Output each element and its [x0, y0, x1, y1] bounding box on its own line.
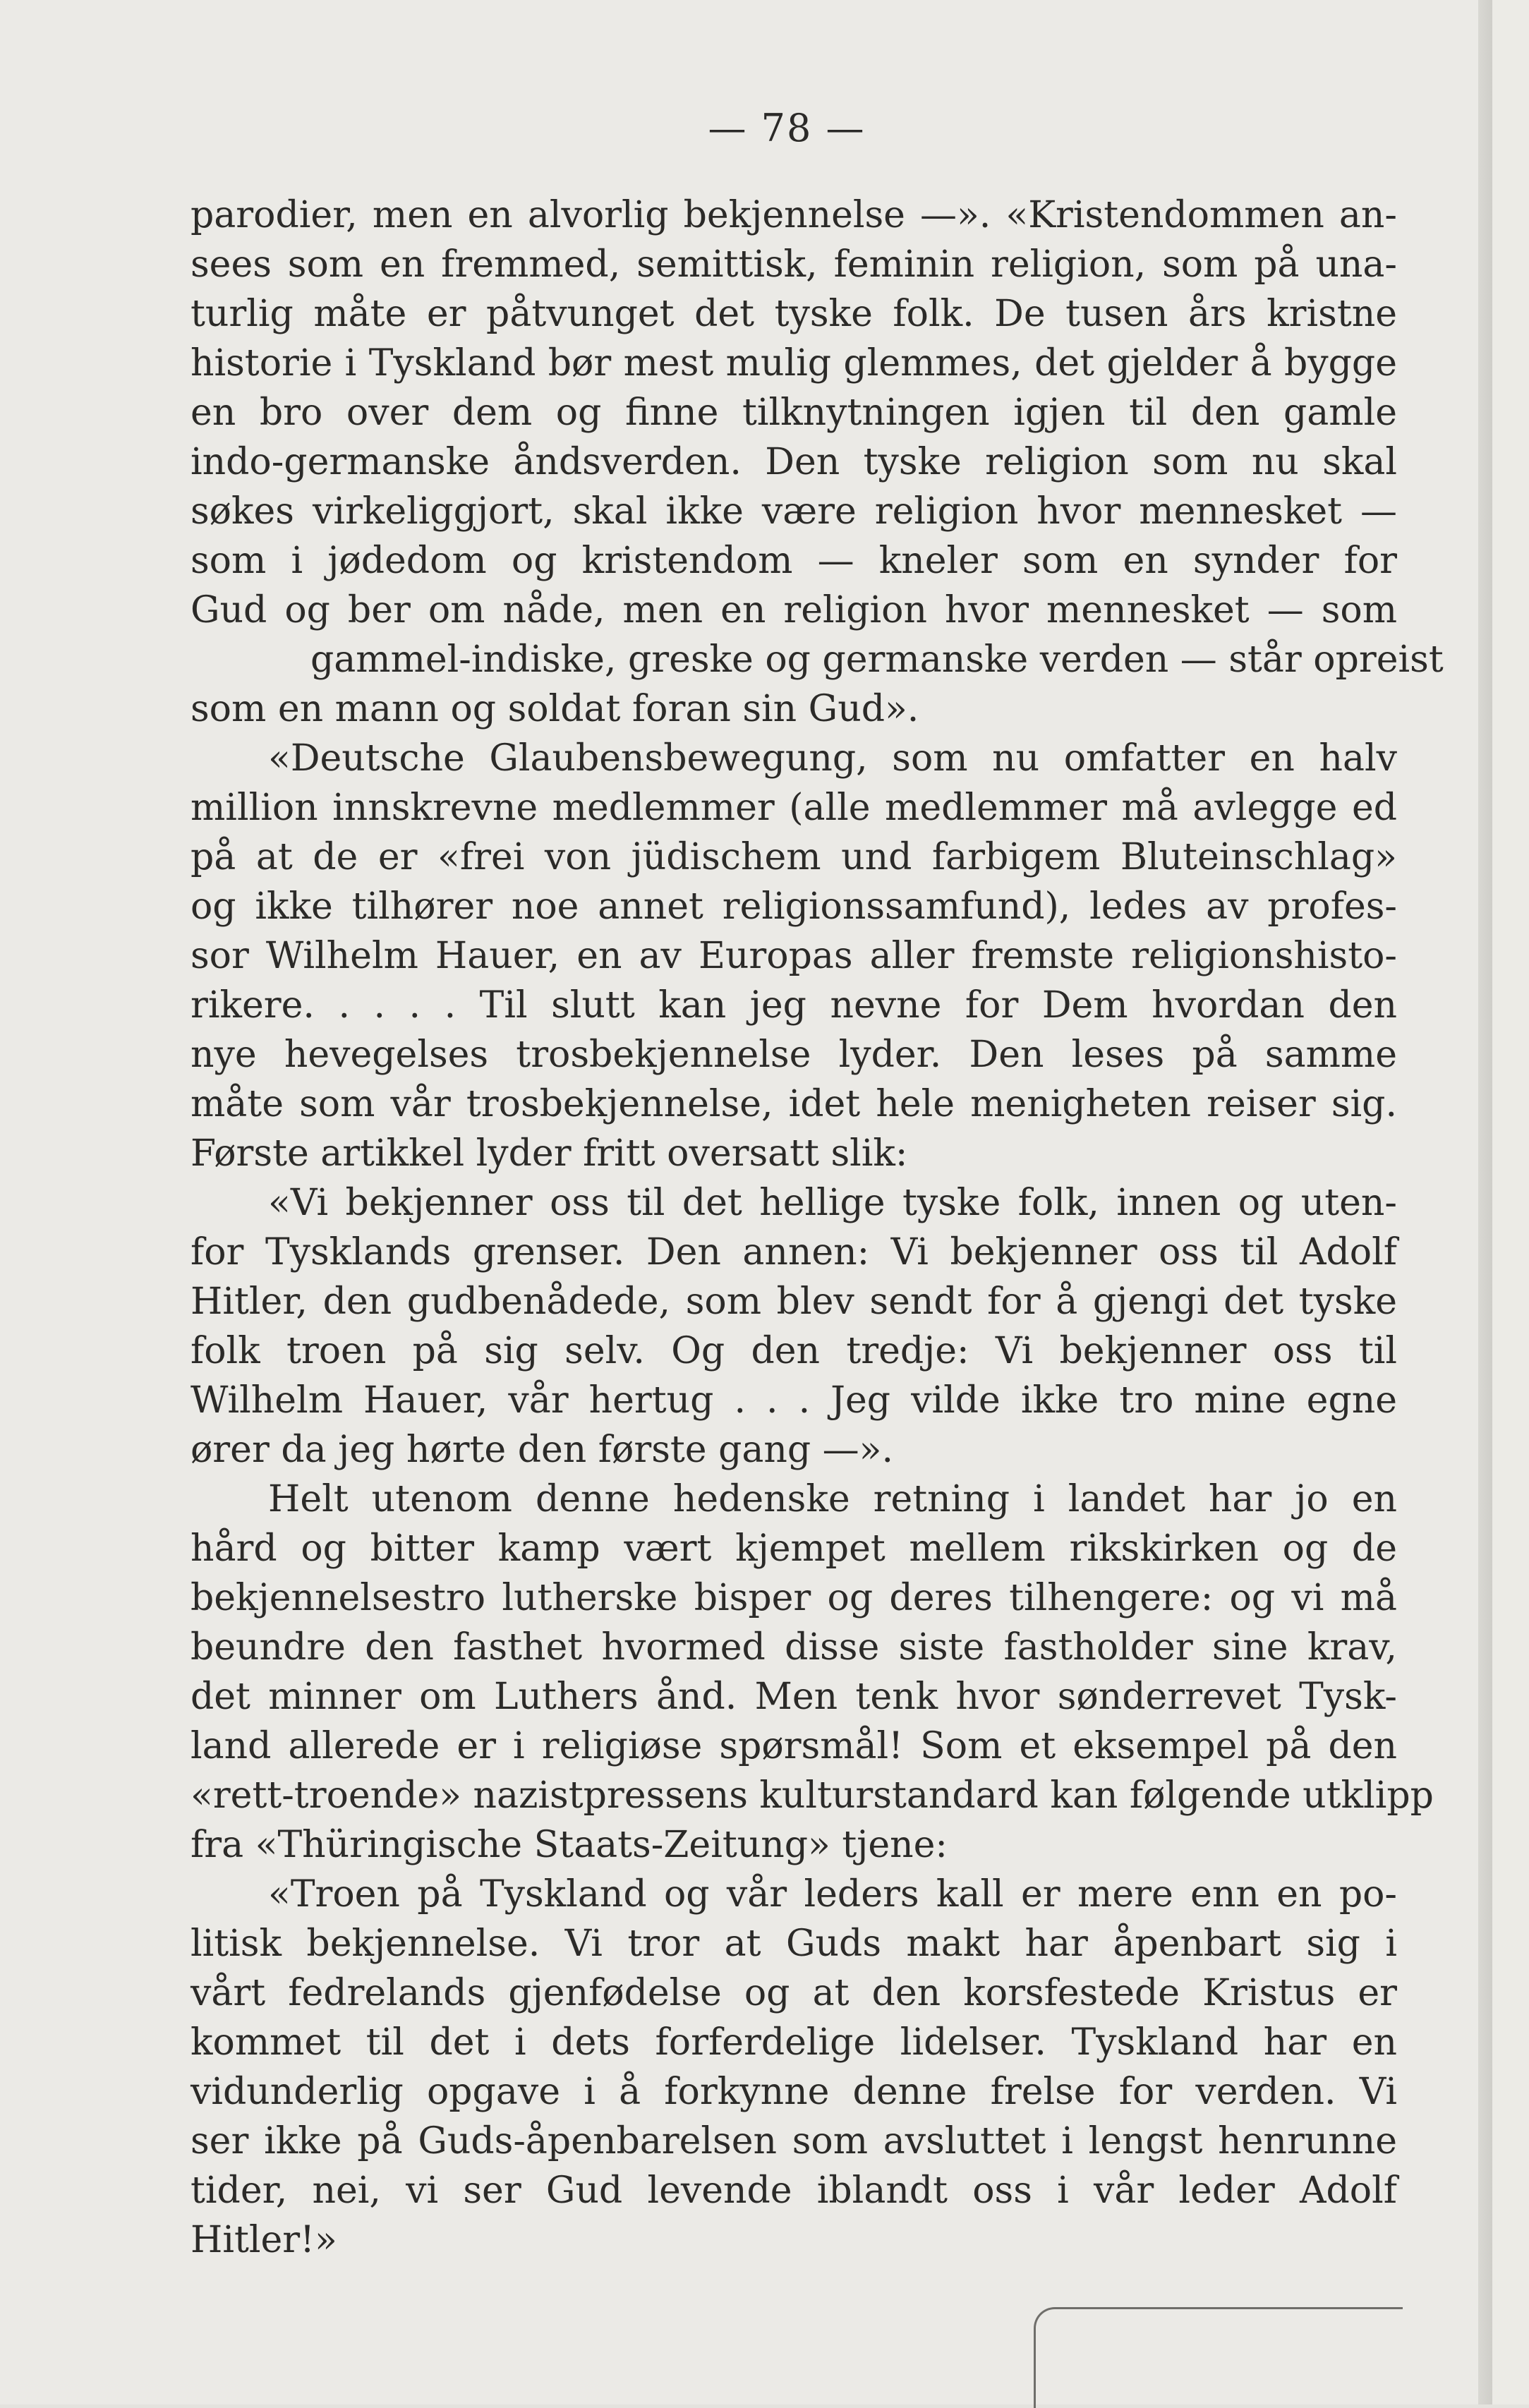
- text-line: ser ikke på Guds-åpenbarelsen som avsluttet i lengst henrunne: [191, 2120, 1397, 2162]
- text-line: måte som vår trosbekjennelse, idet hele menigheten reiser sig.: [191, 1083, 1397, 1125]
- text-line: indo-germanske åndsverden. Den tyske religion som nu skal: [191, 441, 1397, 483]
- text-line: beundre den fasthet hvormed disse siste fastholder sine krav,: [191, 1626, 1397, 1669]
- body-text: [191, 190, 1444, 2265]
- text-line: vidunderlig opgave i å forkynne denne frelse for verden. Vi: [191, 2071, 1397, 2113]
- text-line: vårt fedrelands gjenfødelse og at den korsfestede Kristus er: [191, 1972, 1397, 2014]
- text-line: søkes virkeliggjort, skal ikke være religion hvor mennesket —: [191, 490, 1397, 533]
- text-line: hård og bitter kamp vært kjempet mellem rikskirken og de: [191, 1527, 1397, 1570]
- text-line: tider, nei, vi ser Gud levende iblandt oss i vår leder Adolf: [191, 2170, 1397, 2212]
- text-line: «rett-troende» nazistpressens kulturstandard kan følgende utklipp: [191, 1774, 1434, 1817]
- text-line: ører da jeg hørte den første gang —».: [191, 1429, 894, 1471]
- text-line: Gud og ber om nåde, men en religion hvor mennesket — som: [191, 589, 1397, 631]
- text-line: og ikke tilhører noe annet religionssamfund), ledes av profes-: [191, 885, 1397, 928]
- text-line: historie i Tyskland bør mest mulig glemmes, det gjelder å bygge: [191, 342, 1397, 385]
- text-line: det minner om Luthers ånd. Men tenk hvor sønderrevet Tysk-: [191, 1676, 1397, 1718]
- text-line: nye hevegelses trosbekjennelse lyder. Den leses på samme: [191, 1034, 1397, 1076]
- text-line: for Tysklands grenser. Den annen: Vi bekjenner oss til Adolf: [191, 1231, 1397, 1273]
- text-line: Hitler, den gudbenådede, som blev sendt for å gjengi det tyske: [191, 1281, 1397, 1323]
- text-line: «Vi bekjenner oss til det hellige tyske folk, innen og uten-: [268, 1182, 1397, 1224]
- text-line: sor Wilhelm Hauer, en av Europas aller fremste religionshisto-: [191, 935, 1397, 977]
- text-line: rikere. . . . . Til slutt kan jeg nevne for Dem hvordan den: [191, 984, 1397, 1027]
- text-line: «Troen på Tyskland og vår leders kall er mere enn en po-: [268, 1873, 1397, 1916]
- text-line: turlig måte er påtvunget det tyske folk. De tusen års kristne: [191, 293, 1397, 335]
- text-line: på at de er «frei von jüdischem und farbigem Bluteinschlag»: [191, 836, 1397, 878]
- text-line: Første artikkel lyder fritt oversatt slik:: [191, 1132, 908, 1175]
- text-line: folk troen på sig selv. Og den tredje: Vi bekjenner oss til: [191, 1330, 1397, 1372]
- bracket-mark: [1034, 2307, 1403, 2408]
- text-line: sees som en fremmed, semittisk, feminin religion, som på una-: [191, 243, 1397, 286]
- text-line: gammel-indiske, greske og germanske verden — står opreist: [310, 639, 1444, 681]
- text-line: Hitler!»: [191, 2219, 337, 2261]
- text-line: bekjennelsestro lutherske bisper og deres tilhengere: og vi må: [191, 1577, 1397, 1619]
- text-line: Helt utenom denne hedenske retning i landet har jo en: [268, 1478, 1397, 1520]
- text-line: litisk bekjennelse. Vi tror at Guds makt har åpenbart sig i: [191, 1923, 1397, 1965]
- text-line: som en mann og soldat foran sin Gud».: [191, 688, 919, 730]
- text-line: som i jødedom og kristendom — kneler som en synder for: [191, 540, 1397, 582]
- text-line: fra «Thüringische Staats-Zeitung» tjene:: [191, 1824, 948, 1866]
- page-number: — 78 —: [708, 106, 866, 150]
- text-line: Wilhelm Hauer, vår hertug . . . Jeg vilde ikke tro mine egne: [191, 1379, 1397, 1422]
- text-line: land allerede er i religiøse spørsmål! Som et eksempel på den: [191, 1725, 1397, 1767]
- text-line: en bro over dem og finne tilknytningen igjen til den gamle: [191, 392, 1397, 434]
- text-line: parodier, men en alvorlig bekjennelse —». «Kristendommen an-: [191, 194, 1397, 236]
- page-margin-strip: [1492, 0, 1529, 2404]
- text-line: million innskrevne medlemmer (alle medlemmer må avlegge ed: [191, 787, 1397, 829]
- text-line: «Deutsche Glaubensbewegung, som nu omfatter en halv: [268, 737, 1397, 780]
- page-edge-shadow: [1478, 0, 1492, 2404]
- text-line: kommet til det i dets forferdelige lidelser. Tyskland har en: [191, 2021, 1397, 2064]
